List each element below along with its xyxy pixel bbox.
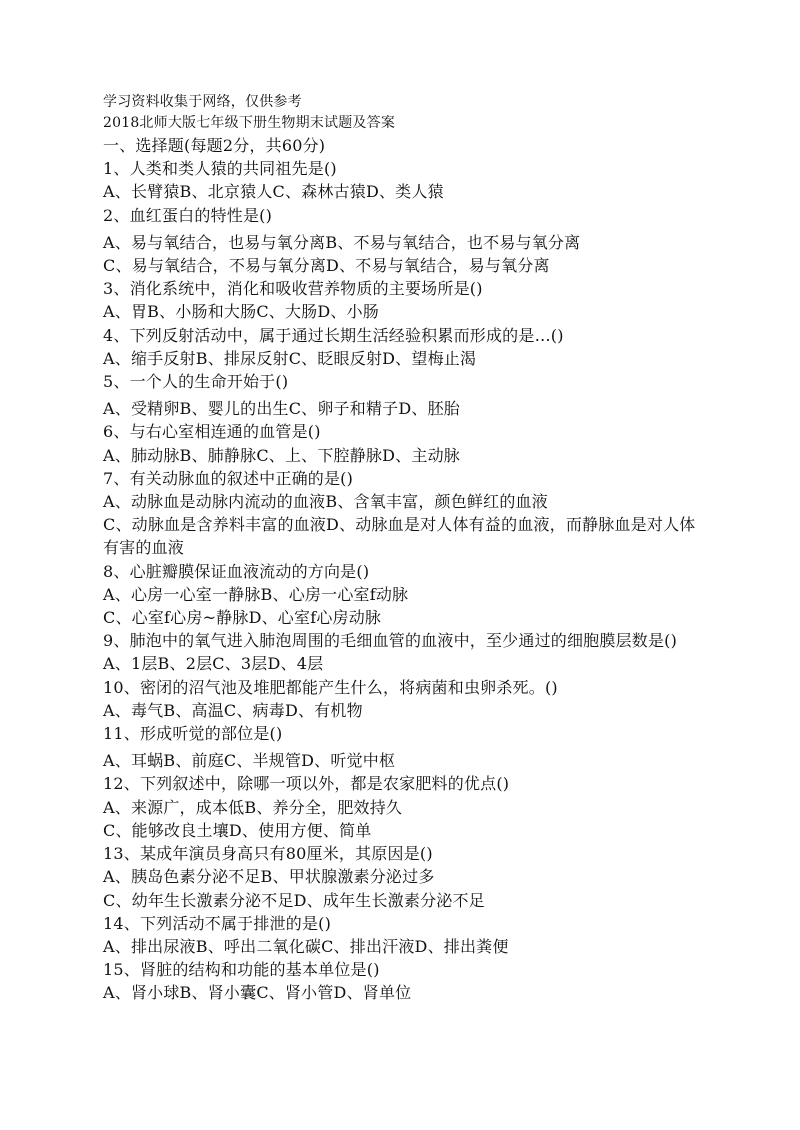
source-note: 学习资料收集于网络，仅供参考 <box>103 94 302 110</box>
section-heading: 一、选择题(每题2分，共60分) <box>103 136 326 155</box>
question-3: 3、消化系统中，消化和吸收营养物质的主要场所是() <box>103 279 483 299</box>
question-9: 9、肺泡中的氧气进入肺泡周围的毛细血管的血液中，至少通过的细胞膜层数是() <box>103 631 678 651</box>
question-7-options-c-d: C、动脉血是含养料丰富的血液D、动脉血是对人体有益的血液，而静脉血是对人体有害的血液 <box>103 515 696 558</box>
question-7-options-a-b: A、动脉血是动脉内流动的血液B、含氧丰富，颜色鲜红的血液 <box>103 492 548 512</box>
question-11-options: A、耳蜗B、前庭C、半规管D、听觉中枢 <box>103 751 396 771</box>
question-4-options: A、缩手反射B、排尿反射C、眨眼反射D、望梅止渴 <box>103 348 477 368</box>
question-12-options-a-b: A、来源广，成本低B、养分全，肥效持久 <box>103 797 403 817</box>
question-7: 7、有关动脉血的叙述中正确的是() <box>103 468 354 488</box>
question-13-options-c-d: C、幼年生长激素分泌不足D、成年生长激素分泌不足 <box>103 890 485 910</box>
question-8-options-a-b: A、心房一心室一静脉B、心房一心室f动脉 <box>103 584 409 604</box>
question-1: 1、人类和类人猿的共同祖先是() <box>103 159 337 179</box>
question-5-options: A、受精卵B、婴儿的出生C、卵子和精子D、胚胎 <box>103 399 460 419</box>
question-4: 4、下列反射活动中，属于通过长期生活经验积累而形成的是…() <box>103 325 564 345</box>
exam-document <box>103 92 703 1005</box>
question-3-options: A、胃B、小肠和大肠C、大肠D、小肠 <box>103 302 379 322</box>
question-8-options-c-d: C、心室f心房~静脉D、心室f心房动脉 <box>103 608 382 628</box>
question-15-options: A、肾小球B、肾小囊C、肾小管D、肾单位 <box>103 983 412 1003</box>
question-14: 14、下列活动不属于排泄的是() <box>103 913 332 933</box>
question-14-options: A、排出尿液B、呼出二氧化碳C、排出汗液D、排出粪便 <box>103 936 509 956</box>
question-1-options: A、长臂猿B、北京猿人C、森林古猿D、类人猿 <box>103 182 444 202</box>
question-6-options: A、肺动脉B、肺静脉C、上、下腔静脉D、主动脉 <box>103 445 460 465</box>
question-11: 11、形成听觉的部位是() <box>103 724 283 744</box>
question-5: 5、一个人的生命开始于() <box>103 372 289 392</box>
question-8: 8、心脏瓣膜保证血液流动的方向是() <box>103 561 370 581</box>
question-13: 13、某成年演员身高只有80厘米，其原因是() <box>103 844 433 864</box>
question-6: 6、与右心室相连通的血管是() <box>103 422 321 442</box>
question-12: 12、下列叙述中，除哪一项以外，都是农家肥料的优点() <box>103 774 510 794</box>
question-15: 15、肾脏的结构和功能的基本单位是() <box>103 960 380 980</box>
question-12-options-c-d: C、能够改良土壤D、使用方便、简单 <box>103 820 372 840</box>
question-10-options: A、毒气B、高温C、病毒D、有机物 <box>103 700 363 720</box>
question-13-options-a-b: A、胰岛色素分泌不足B、甲状腺激素分泌过多 <box>103 867 435 887</box>
question-9-options: A、1层B、2层C、3层D、4层 <box>103 654 324 674</box>
document-title: 2018北师大版七年级下册生物期末试题及答案 <box>103 115 396 131</box>
question-2-options-a-b: A、易与氧结合，也易与氧分离B、不易与氧结合，也不易与氧分离 <box>103 232 581 252</box>
question-2-options-c-d: C、易与氧结合，不易与氧分离D、不易与氧结合，易与氧分离 <box>103 256 550 276</box>
question-10: 10、密闭的沼气池及堆肥都能产生什么，将病菌和虫卵杀死。() <box>103 677 558 697</box>
question-2: 2、血红蛋白的特性是() <box>103 205 273 225</box>
